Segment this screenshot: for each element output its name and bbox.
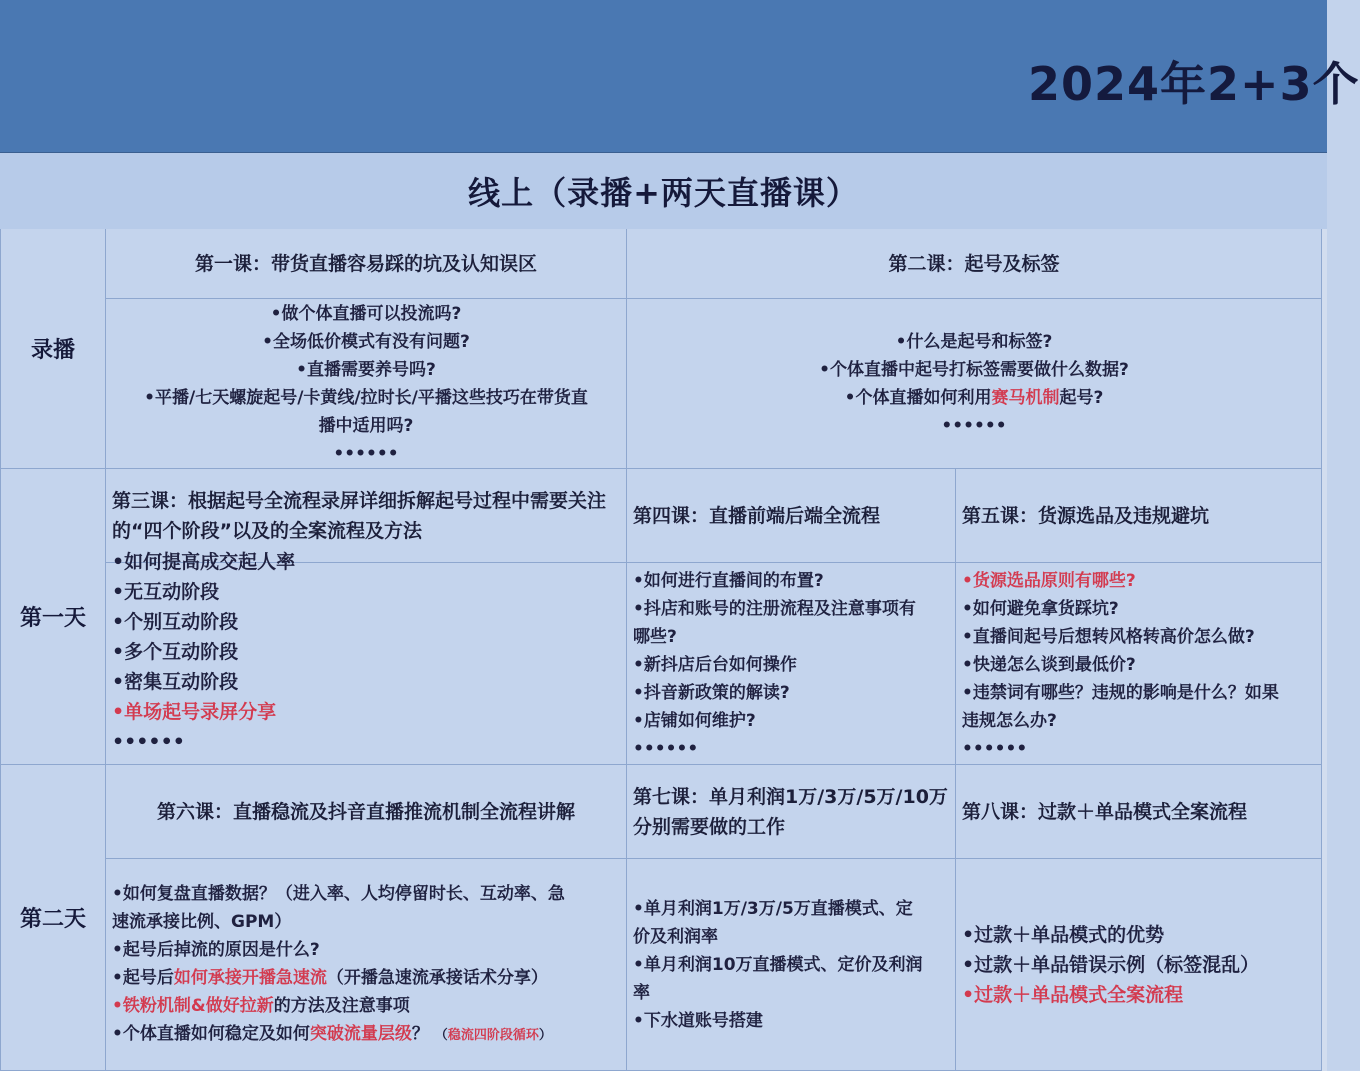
page-header [0, 0, 1360, 153]
lesson5-title: 第五课：货源选品及违规避坑 [956, 469, 1322, 563]
list-item: •个体直播如何利用赛马机制起号? [844, 387, 1104, 408]
list-ellipsis: •••••• [962, 739, 1028, 759]
lesson2-content [627, 299, 1322, 469]
lesson8-title: 第八课：过款＋单品模式全案流程 [956, 765, 1322, 859]
list-item: •抖店和账号的注册流程及注意事项有 [633, 599, 916, 619]
list-item: •快递怎么谈到最低价? [962, 655, 1136, 675]
list-item: •直播间起号后想转风格转高价怎么做? [962, 627, 1255, 647]
lesson7-title: 第七课：单月利润1万/3万/5万/10万分别需要做的工作 [627, 765, 956, 859]
list-item: •过款＋单品错误示例（标签混乱） [962, 953, 1260, 976]
row-label-day1: 第一天 [0, 469, 106, 765]
list-ellipsis: •••••• [941, 415, 1007, 436]
list-item: •全场低价模式有没有问题? [262, 331, 470, 352]
list-item: •密集互动阶段 [112, 671, 239, 693]
lesson5-content [956, 563, 1322, 765]
lesson6-content [106, 859, 627, 1071]
list-item: •起号后如何承接开播急速流（开播急速流承接话术分享） [112, 967, 548, 988]
lesson2-title: 第二课：起号及标签 [627, 229, 1322, 299]
list-item: •直播需要养号吗? [296, 359, 436, 380]
list-item: •单月利润10万直播模式、定价及利润 [633, 954, 923, 975]
list-item: •平播/七天螺旋起号/卡黄线/拉时长/平播这些技巧在带货直 [144, 387, 588, 408]
lesson1-title: 第一课：带货直播容易踩的坑及认知误区 [106, 229, 627, 299]
list-item: •做个体直播可以投流吗? [270, 303, 462, 324]
list-item: •多个互动阶段 [112, 641, 239, 663]
list-item: •什么是起号和标签? [895, 331, 1053, 352]
lesson6-title: 第六课：直播稳流及抖音直播推流机制全流程讲解 [106, 765, 627, 859]
lesson1-content [106, 299, 627, 469]
list-item: 播中适用吗? [318, 415, 414, 436]
right-edge-strip [1322, 229, 1327, 1071]
list-item: •单月利润1万/3万/5万直播模式、定 [633, 898, 913, 919]
list-item: 速流承接比例、GPM） [112, 911, 292, 932]
list-item: 价及利润率 [633, 926, 718, 947]
list-item: •如何避免拿货踩坑? [962, 599, 1119, 619]
list-item: •如何进行直播间的布置? [633, 571, 824, 591]
list-item: •个别互动阶段 [112, 611, 239, 633]
section-title: 线上（录播+两天直播课） [468, 174, 859, 212]
list-ellipsis: •••••• [633, 739, 699, 759]
lesson4-title: 第四课：直播前端后端全流程 [627, 469, 956, 563]
list-item: •铁粉机制&做好拉新的方法及注意事项 [112, 995, 410, 1016]
lesson7-content [627, 859, 956, 1071]
list-ellipsis: •••••• [112, 731, 185, 753]
list-ellipsis: •••••• [333, 443, 399, 464]
list-item: 率 [633, 982, 650, 1003]
list-item: •无互动阶段 [112, 581, 220, 603]
list-item: •个体直播如何稳定及如何突破流量层级？ （稳流四阶段循环） [112, 1023, 552, 1044]
row-label-day2: 第二天 [0, 765, 106, 1071]
list-item: •起号后掉流的原因是什么? [112, 939, 320, 960]
list-item: •如何提高成交起人率 [112, 551, 296, 573]
row-label-recorded: 录播 [0, 229, 106, 469]
list-item: •过款＋单品模式的优势 [962, 923, 1165, 946]
list-item: •店铺如何维护? [633, 711, 756, 731]
list-item: •单场起号录屏分享 [112, 701, 277, 723]
lesson3-title: 第三课：根据起号全流程录屏详细拆解起号过程中需要关注的“四个阶段”以及的全案流程及方法 [106, 469, 627, 563]
list-item: •如何复盘直播数据？（进入率、人均停留时长、互动率、急 [112, 883, 565, 904]
lesson3-content [106, 551, 627, 765]
list-item: •下水道账号搭建 [633, 1010, 763, 1031]
list-item: •新抖店后台如何操作 [633, 655, 797, 675]
list-item: 违规怎么办? [962, 711, 1057, 731]
section-bar [0, 153, 1327, 230]
lesson8-content [956, 859, 1322, 1071]
page-title: 2024年2+3个 [1028, 57, 1360, 111]
list-item: •违禁词有哪些？违规的影响是什么？如果 [962, 683, 1279, 703]
list-item: •过款＋单品模式全案流程 [962, 983, 1184, 1006]
lesson4-content [627, 563, 956, 765]
list-item: •抖音新政策的解读? [633, 683, 790, 703]
list-item: •个体直播中起号打标签需要做什么数据? [819, 359, 1129, 380]
list-item: •货源选品原则有哪些? [962, 571, 1136, 591]
list-item: 哪些? [633, 627, 677, 647]
